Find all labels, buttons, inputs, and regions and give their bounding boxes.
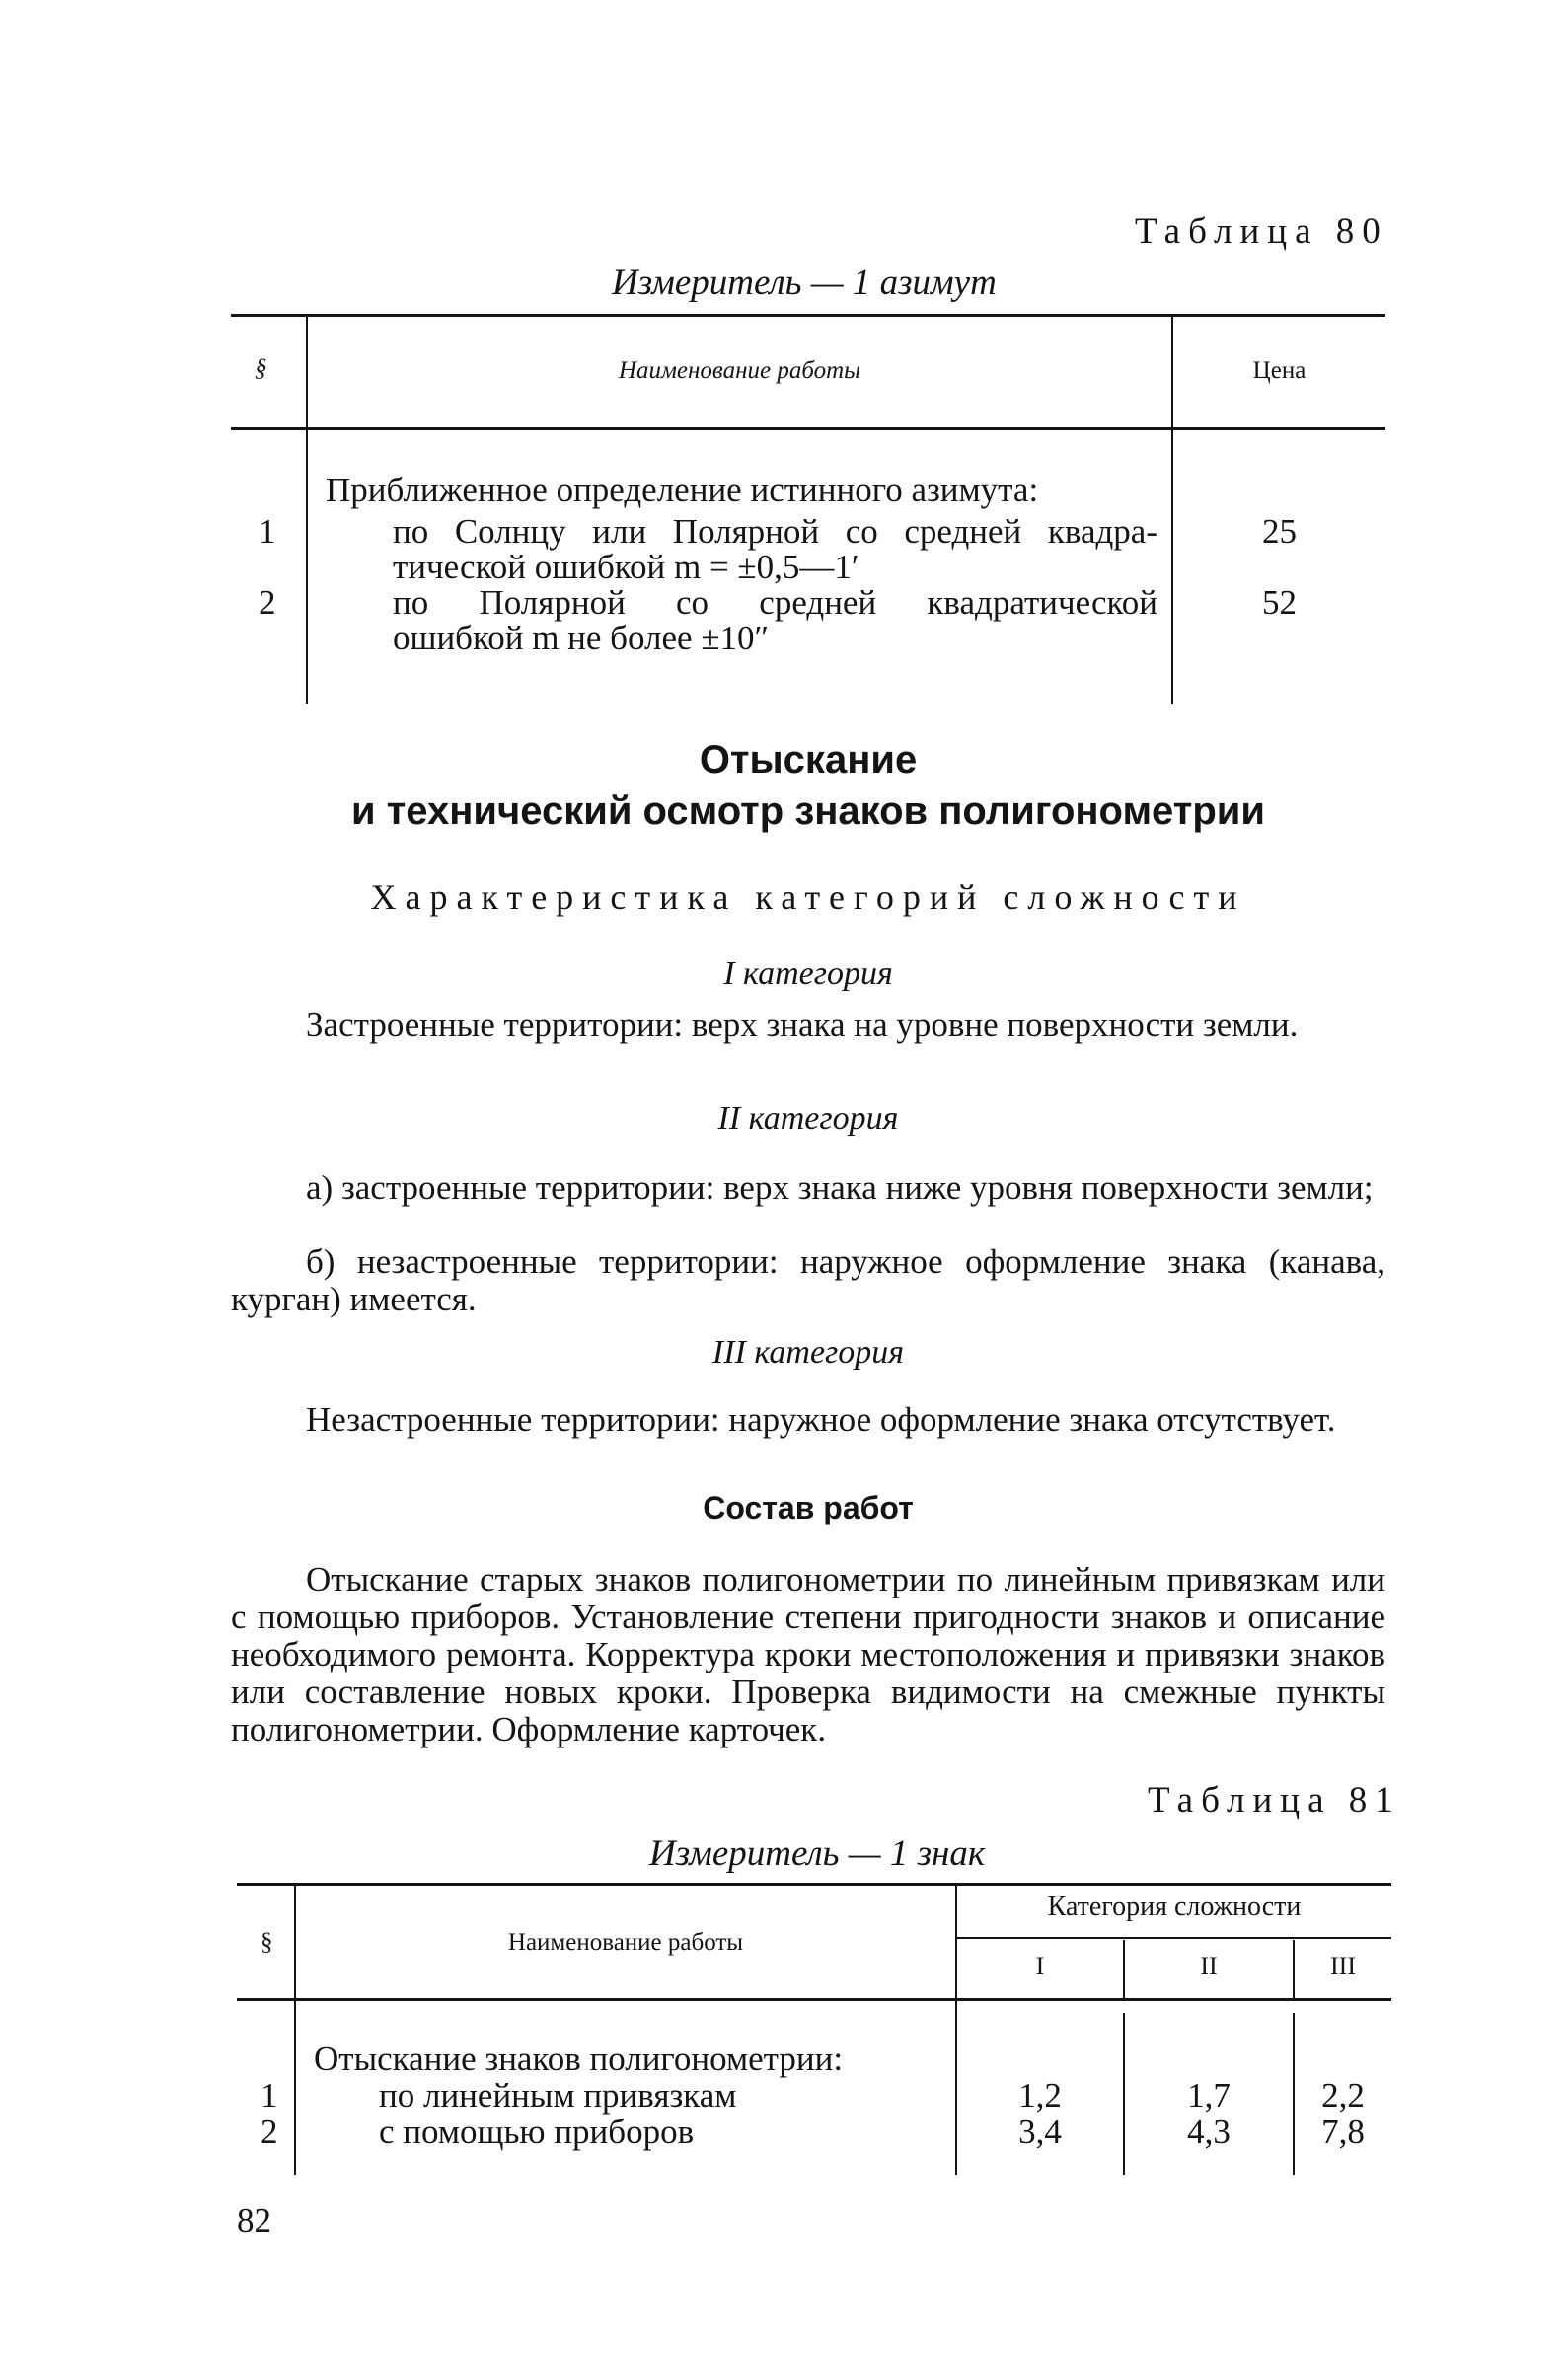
table-81-col-divider-1-body	[294, 2013, 296, 2175]
section-title-line-2: и технический осмотр знаков полигонометрии	[351, 789, 1265, 833]
category-3-text: Незастроенные территории: наружное оформление знака отсутствует.	[306, 1400, 1336, 1439]
table-81-row-2-cat-2: 4,3	[1187, 2113, 1231, 2151]
table-80-row-1-num: 1	[259, 512, 276, 551]
category-2-title: II категория	[717, 1100, 899, 1137]
table-81-header-section: §	[261, 1929, 273, 1956]
characteristics-heading: Характеристика категорий сложности	[370, 877, 1246, 917]
table-81-header-rule	[237, 1998, 1391, 2001]
table-81-row-2-num: 2	[261, 2113, 278, 2151]
table-80-row-1-line2: тической ошибкой m = ±0,5—1′	[393, 548, 859, 586]
section-title-line-1: Отыскание	[699, 738, 918, 781]
table-81-row-2-name: с помощью приборов	[379, 2113, 695, 2151]
category-1-text: Застроенные территории: верх знака на уровне поверхности земли.	[306, 1005, 1299, 1044]
table-80-header-section: §	[255, 355, 267, 382]
table-81-category-rule	[957, 1937, 1391, 1939]
table-80-label: Таблица 80	[1135, 211, 1388, 252]
table-81-intro: Отыскание знаков полигонометрии:	[314, 2040, 844, 2078]
category-3-title: III категория	[711, 1334, 905, 1371]
table-81-measure: Измеритель — 1 знак	[649, 1833, 986, 1874]
table-81-row-1-num: 1	[261, 2076, 278, 2115]
table-80-row-1-price: 25	[1262, 512, 1297, 551]
category-2-text-a: а) застроенные территории: верх знака ниже уровня поверхности земли;	[306, 1168, 1374, 1207]
table-80-row-2-line2: ошибкой m не более ±10″	[393, 619, 770, 657]
table-80-intro: Приближенное определение истинного азимута:	[326, 471, 1039, 509]
table-80-header-name: Наименование работы	[618, 357, 861, 384]
table-80-header-rule	[231, 427, 1385, 430]
work-title: Состав работ	[703, 1490, 914, 1525]
work-text: Отыскание старых знаков полигонометрии по линейным привязкам или с помощью приборов. Установление степени пригодности знаков и описание необходимого ремонта. Корректура кроки местоположения и привязки знаков или составление новых кроки. Проверка видимости на смежные пункты полигонометрии. Оформление карточек.	[231, 1560, 1385, 1748]
table-81-header-category: Категория сложности	[1047, 1892, 1302, 1922]
table-80-row-1-line1: по Солнцу или Полярной со средней квадра-	[393, 512, 1157, 551]
table-81-header-name: Наименование работы	[507, 1929, 744, 1956]
table-80-top-rule	[231, 314, 1385, 317]
table-80-measure: Измеритель — 1 азимут	[612, 262, 997, 303]
category-2-text-b: б) незастроенные территории: наружное оформление знака (канава, курган) имеется.	[231, 1242, 1385, 1318]
table-81-row-1-name: по линейным привязкам	[379, 2076, 737, 2115]
table-80-row-2-num: 2	[259, 583, 276, 622]
table-81-header-cat-2: II	[1200, 1952, 1218, 1980]
table-81-row-2-cat-3: 7,8	[1321, 2113, 1365, 2151]
table-81-row-1-cat-3: 2,2	[1321, 2076, 1365, 2115]
table-80-row-2-price: 52	[1262, 583, 1297, 622]
table-80-row-2-line1: по Полярной со средней квадратической	[393, 583, 1157, 622]
table-81-row-1-cat-2: 1,7	[1187, 2076, 1231, 2115]
page-number: 82	[237, 2201, 271, 2240]
table-81-top-rule	[237, 1883, 1391, 1886]
table-81-header-cat-3: III	[1330, 1952, 1356, 1980]
table-81-row-2-cat-1: 3,4	[1018, 2113, 1062, 2151]
table-81-header-cat-1: I	[1035, 1952, 1045, 1980]
category-1-title: I категория	[723, 955, 893, 992]
table-81-row-1-cat-1: 1,2	[1018, 2076, 1062, 2115]
table-80-header-price: Цена	[1252, 357, 1307, 384]
table-81-label: Таблица 81	[1148, 1780, 1401, 1821]
